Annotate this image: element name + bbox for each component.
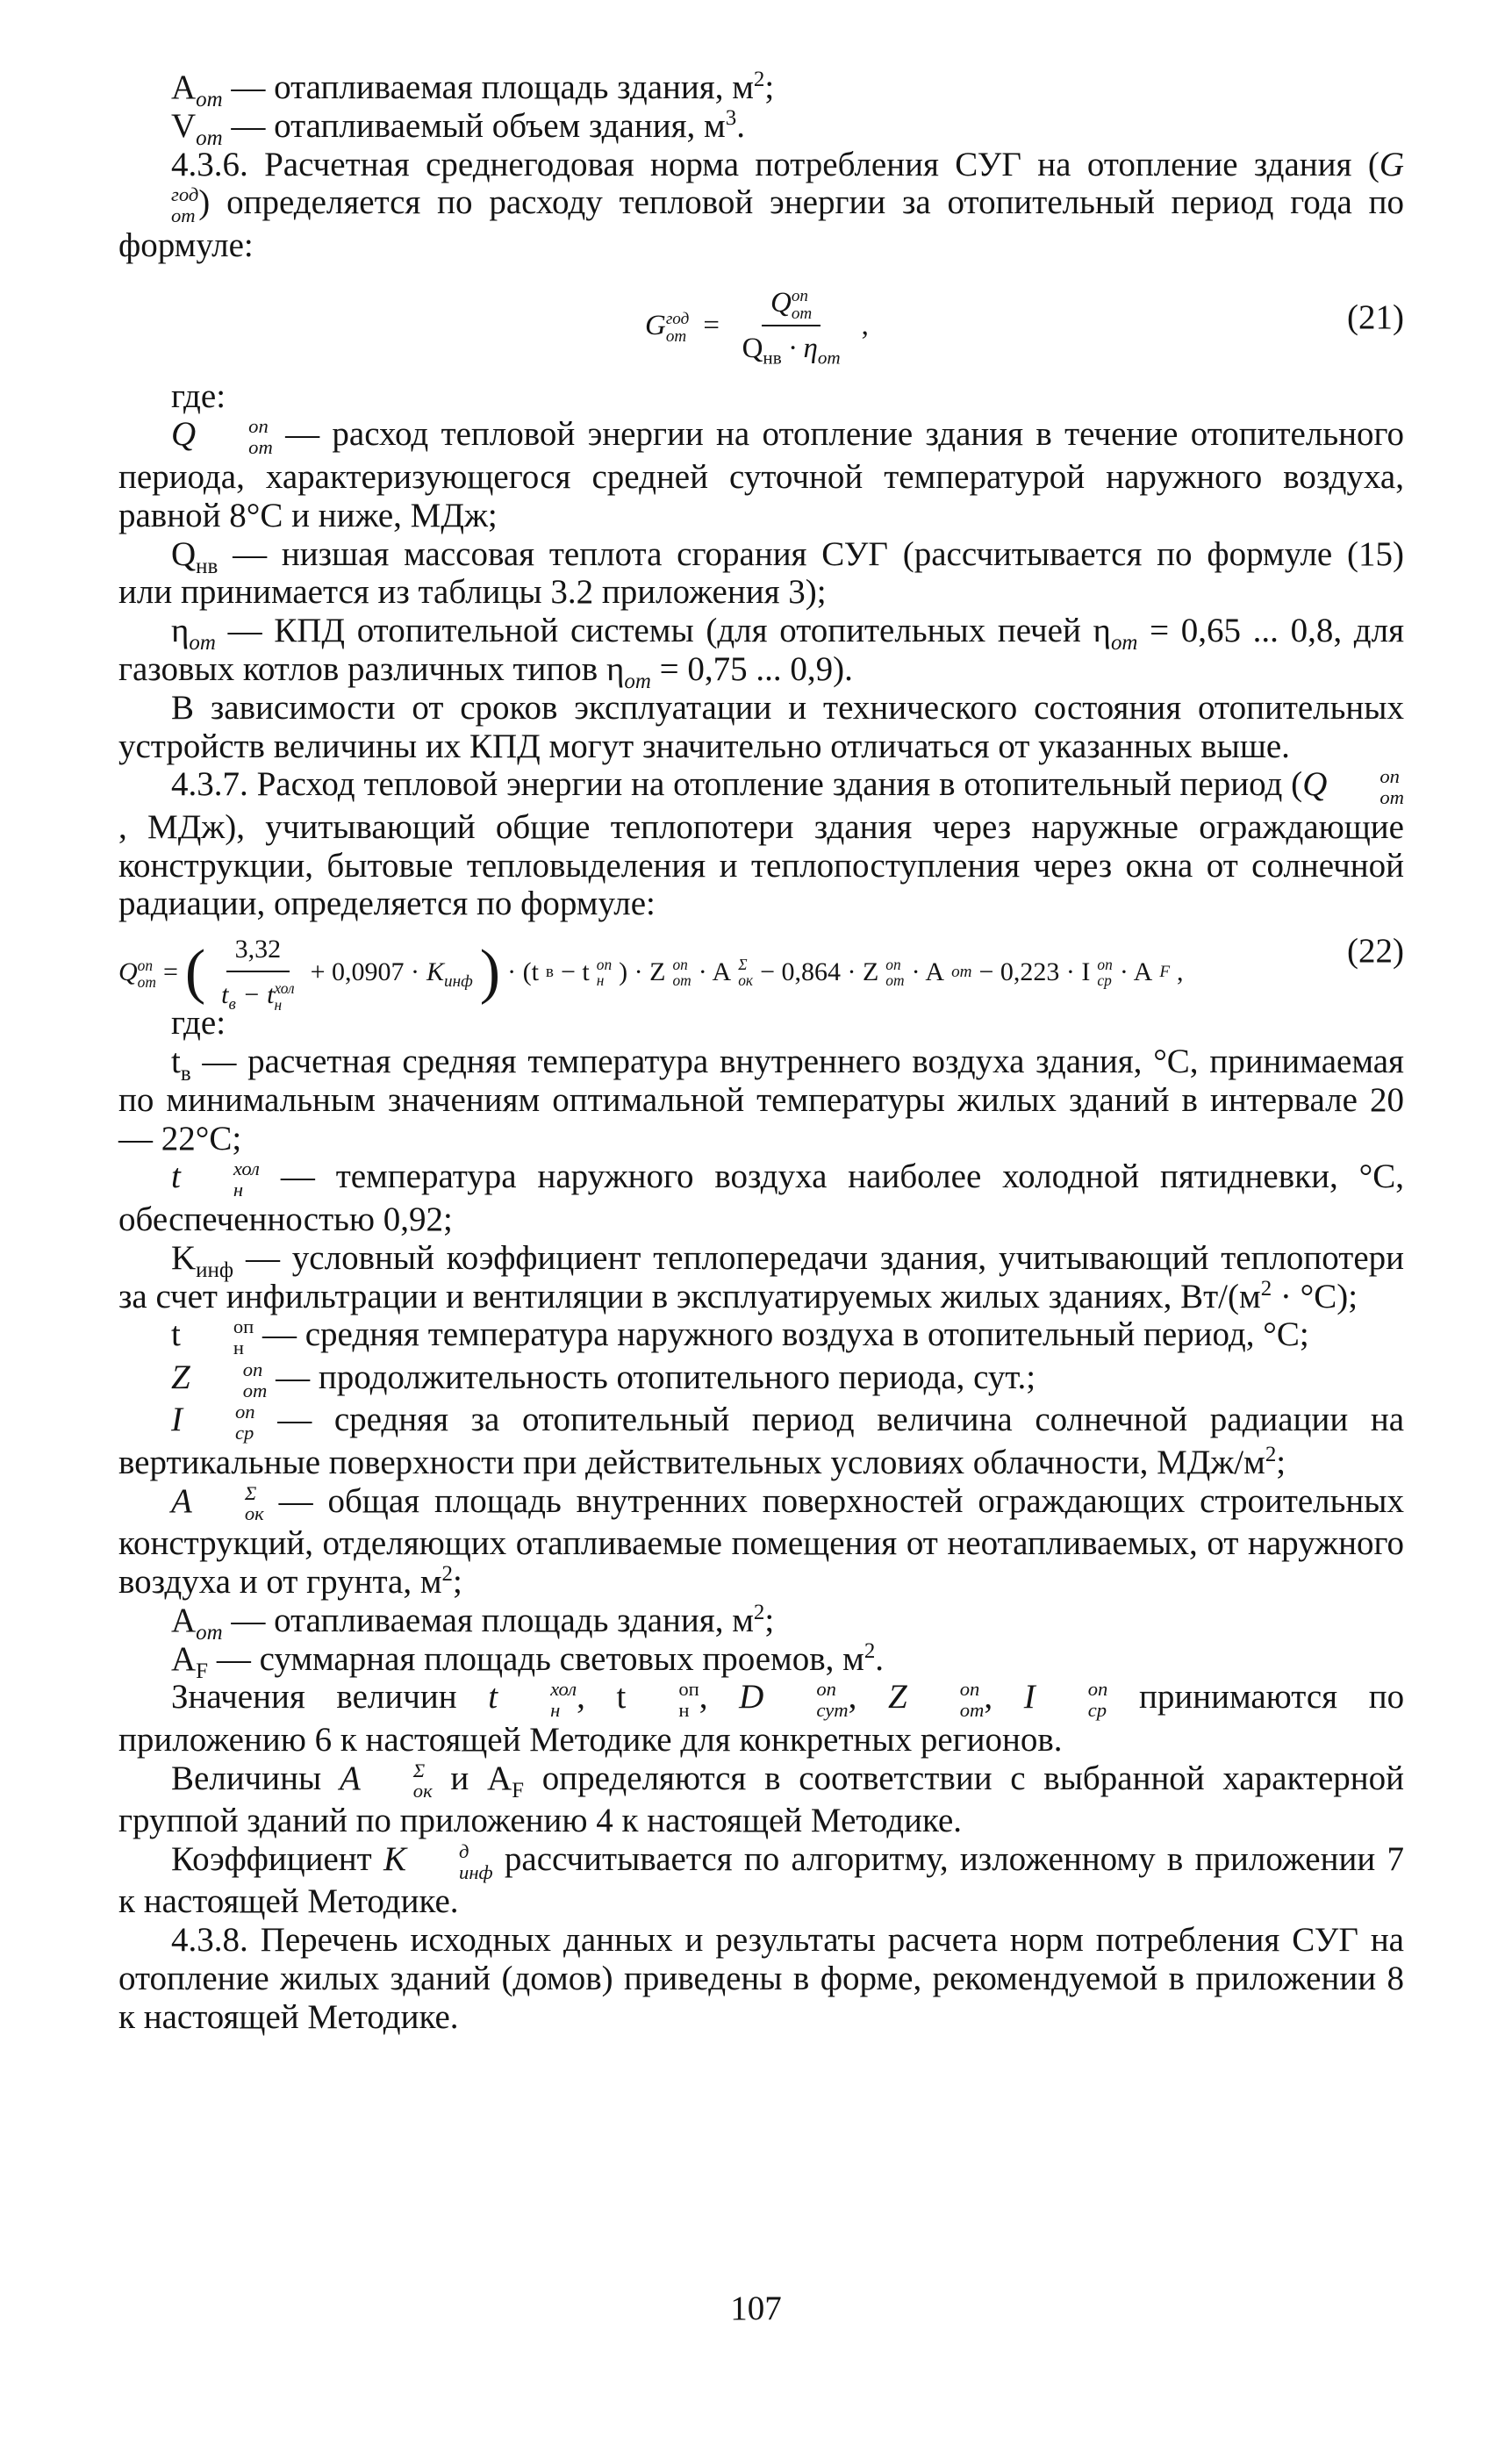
gde-label-1: где: (171, 376, 226, 415)
def-z-ot: Z оп от — продолжительность отопительного периода, сут.; (171, 1358, 1036, 1401)
def-q-ot: Q оп от — расход тепловой энергии на отопление здания в течение отопительного периода, характеризующегося средней суточной температурой наружного воздуха, равной 8°С и ниже, МДж; (118, 415, 1404, 534)
formula-22-fraction: 3,32 $t_в - t$ хол н (212, 930, 303, 1014)
velichiny-note: Величины A Σ ок и $A_F$ определяются в соответствии с выбранной характерной группой зданий по приложению 4 к настоящей Методике. (118, 1759, 1405, 1840)
formula-22: Q оп от = ( 3,32 $t_в - t$ хол н + 0,0907 · $K_{инф}$ ) · (t в − t оп н ) · Z оп от · A Σ ок − 0,864 · Z оп от · A от − 0,223 · I оп ср · A F , (22) (118, 932, 1404, 1014)
def-tn-op: t оп н — средняя температура наружного воздуха в отопительный период, °С; (171, 1315, 1309, 1359)
formula-22-lhs: Q оп от (118, 957, 156, 991)
def-i-cp: I оп ср — средняя за отопительный период величина солнечной радиации на вертикальные поверхности при действительных условиях облачности, МДж/$м^2$; (118, 1401, 1405, 1481)
def-vot: $V_{от}$ — отапливаемый объем здания, $м^3$. (171, 105, 745, 150)
formula-21-equals: = (701, 309, 721, 341)
values-note: Значения величин t хол н , t оп н , D оп сут , Z оп от , I оп ср принимаются по приложению 6 к настоящей Методике для конкретных регионов. (118, 1678, 1405, 1759)
section-4-3-7: 4.3.7. Расход тепловой энергии на отопление здания в отопительный период (Q оп от , МДж), учитывающий общие теплопотери здания через наружные ограждающие конструкции, бытовые тепловыделения и теплопоступления через окна от солнечной радиации, определяется по формуле: (118, 765, 1404, 923)
koeff-note: Коэффициент K д инф рассчитывается по алгоритму, изложенному в приложении 7 к настоящей Методике. (118, 1839, 1404, 1921)
def-eta: $\eta_{от}$ — КПД отопительной системы (для отопительных печей $\eta_{от} = 0,65$ ... 0,8, для газовых котлов различных типов $\eta_{от} = 0,75$ ... 0,9). (118, 612, 1405, 693)
def-af: $A_F$ — суммарная площадь световых проемов, $м^2$. (171, 1638, 885, 1683)
formula-21-lhs: G год от (645, 309, 690, 346)
formula-21-fraction: Q оп от $Q_{нв} \cdot \eta_{от}$ (734, 284, 849, 369)
formula-21: G год от = Q оп от $Q_{нв} \cdot \eta_{от}$ , (21) (118, 265, 1404, 377)
formula-22-number: (22) (1347, 932, 1404, 971)
def-aot-2: $A_{от}$ — отапливаемая площадь здания, $м^2$; (171, 1600, 775, 1645)
formula-21-number: (21) (1347, 297, 1404, 336)
page-number: 107 (730, 2290, 782, 2327)
section-4-3-8: 4.3.8. Перечень исходных данных и результаты расчета норм потребления СУГ на отопление жилых зданий (домов) приведены в форме, рекомендуемой в приложении 8 к настоящей Методике. (118, 1921, 1404, 2036)
kpd-note: В зависимости от сроков эксплуатации и технического состояния отопительных устройств величины их КПД могут значительно отличаться от указанных выше. (118, 688, 1404, 765)
section-4-3-6: 4.3.6. Расчетная среднегодовая норма потребления СУГ на отопление здания (G год от ) определяется по расходу тепловой энергии за отопительный период года по формуле: (118, 145, 1404, 264)
def-a-ok: A Σ ок — общая площадь внутренних поверхностей ограждающих строительных конструкций, отделяющих отапливаемые помещения от неотапливаемых, от наружного воздуха и от грунта, $м^2$; (118, 1481, 1405, 1601)
def-qnv: $Q_{нв}$ — низшая массовая теплота сгорания СУГ (рассчитывается по формуле (15) или принимается из таблицы 3.2 приложения 3); (118, 534, 1405, 612)
document-body (118, 68, 1404, 2037)
def-aot: $A_{от}$ — отапливаемая площадь здания, $м^2$; (171, 68, 775, 111)
def-tn-hol: t хол н — температура наружного воздуха наиболее холодной пятидневки, °С, обеспеченностью 0,92; (118, 1157, 1404, 1238)
gde-label-2: где: (171, 1004, 226, 1043)
def-tv: $t_в$ — расчетная средняя температура внутреннего воздуха здания, °С, принимаемая по минимальным значениям оптимальной температуры жилых зданий в интервале 20 — 22°С; (118, 1043, 1404, 1157)
def-kinf: $K_{инф}$ — условный коэффициент теплопередачи здания, учитывающий теплопотери за счет инфильтрации и вентиляции в эксплуатируемых жилых зданиях, $Вт/(м^2 \cdot ^\circ С)$; (118, 1238, 1404, 1315)
